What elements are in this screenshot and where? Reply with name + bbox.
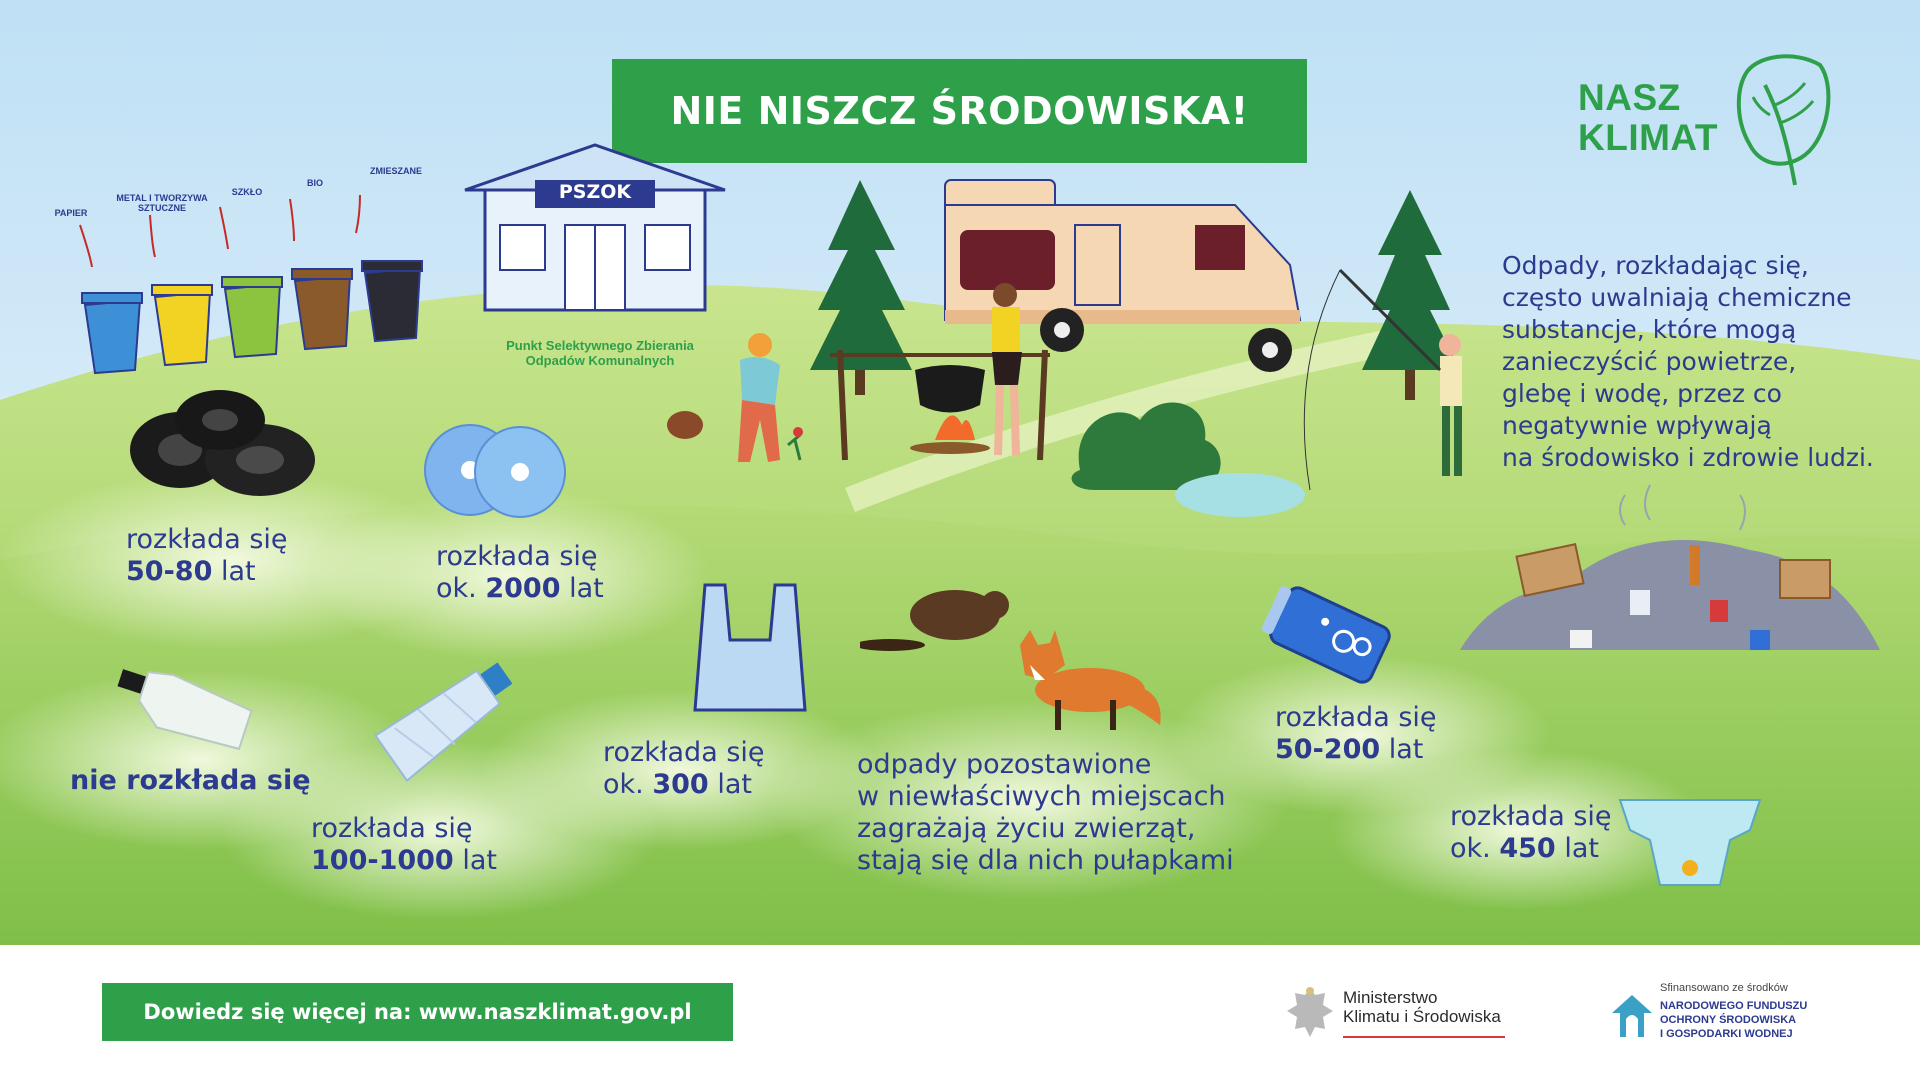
animals-caption (857, 749, 1234, 877)
diaper-prefix: ok. (1450, 833, 1491, 864)
cds-illustration (420, 420, 570, 520)
pet-unit: lat (462, 845, 497, 876)
animals-line: w niewłaściwych miejscach (857, 781, 1226, 812)
bin-label-glass: SZKŁO (231, 187, 263, 197)
info-line: negatywnie wpływają (1502, 411, 1772, 440)
pet-bottle-caption (311, 813, 497, 877)
eagle-emblem-icon (1285, 983, 1335, 1041)
tires-caption (126, 524, 288, 588)
pine-tree-left (810, 180, 912, 395)
bins-illustration (70, 195, 430, 375)
diaper-unit: lat (1564, 833, 1599, 864)
page-title: NIE NISZCZ ŚRODOWISKA! (670, 89, 1249, 133)
plastic-bag-caption (603, 737, 765, 801)
cta-banner[interactable] (102, 983, 733, 1041)
can-value: 50-200 (1275, 734, 1381, 765)
diaper-value: 450 (1499, 833, 1556, 864)
glass-caption: nie rozkłada się (70, 765, 311, 796)
person-picking (667, 333, 803, 462)
pszok-sign: PSZOK (558, 181, 632, 203)
pond (1175, 473, 1305, 517)
cds-prefix: ok. (436, 573, 477, 604)
fund-line1: NARODOWEGO FUNDUSZU (1660, 1000, 1808, 1012)
diaper-line1: rozkłada się (1450, 801, 1612, 832)
info-line: glebę i wodę, przez co (1502, 379, 1782, 408)
can-line1: rozkłada się (1275, 702, 1437, 733)
ministry-line1: Ministerstwo (1343, 988, 1438, 1007)
bag-line1: rozkłada się (603, 737, 765, 768)
animals-illustration (860, 585, 1170, 735)
can-caption (1275, 702, 1437, 766)
fox-icon (1020, 630, 1161, 730)
fund-line3: I GOSPODARKI WODNEJ (1660, 1028, 1793, 1040)
cds-line1: rozkłada się (436, 541, 598, 572)
person-cooking (992, 283, 1022, 455)
pet-value: 100-1000 (311, 845, 454, 876)
arrow-icon (80, 225, 92, 267)
glass-bottle-illustration (105, 655, 265, 755)
fund-small-text: Sfinansowano ze środków (1660, 982, 1788, 994)
bin-label-metal: METAL I TWORZYWA SZTUCZNE (116, 193, 208, 213)
pszok-caption-line1: Punkt Selektywnego Zbierania (506, 338, 694, 353)
can-illustration (1260, 580, 1400, 690)
tires-value: 50-80 (126, 556, 213, 587)
info-line: Odpady, rozkładając się, (1502, 251, 1809, 280)
pet-line1: rozkłada się (311, 813, 473, 844)
beaver-icon (860, 590, 1009, 651)
info-line: substancje, które mogą (1502, 315, 1797, 344)
info-paragraph (1502, 250, 1902, 474)
info-line: na środowisko i zdrowie ludzi. (1502, 443, 1874, 472)
ministry-line2: Klimatu i Środowiska (1343, 1007, 1501, 1026)
diaper-caption (1450, 801, 1612, 865)
tires-illustration (120, 380, 330, 500)
trash-pile-illustration (1450, 480, 1890, 690)
plastic-bag-illustration (690, 580, 810, 720)
bag-value: 300 (652, 769, 709, 800)
logo-line1: NASZ (1578, 77, 1681, 118)
fund-name (1660, 999, 1807, 1041)
bin-label-paper: PAPIER (54, 208, 88, 218)
ministry-name (1343, 988, 1501, 1026)
arrow-icon (150, 215, 155, 257)
cds-value: 2000 (485, 573, 561, 604)
info-line: zanieczyścić powietrze, (1502, 347, 1797, 376)
leaf-icon (1725, 45, 1845, 195)
cds-caption (436, 541, 604, 605)
pet-bottle-illustration (360, 645, 540, 795)
ministry-underline (1343, 1036, 1505, 1038)
cta-link[interactable]: Dowiedz się więcej na: www.naszklimat.gov.pl (143, 1000, 692, 1024)
cds-unit: lat (569, 573, 604, 604)
animals-line: odpady pozostawione (857, 749, 1152, 780)
info-line: często uwalniają chemiczne (1502, 283, 1852, 312)
bin-label-mixed: ZMIESZANE (369, 166, 422, 176)
bush (1072, 403, 1221, 490)
animals-line: zagrażają życiu zwierząt, (857, 813, 1196, 844)
tires-unit: lat (220, 556, 256, 587)
nasz-klimat-logo (1578, 78, 1718, 158)
tires-line1: rozkłada się (126, 524, 288, 555)
can-unit: lat (1388, 734, 1424, 765)
bag-unit: lat (717, 769, 752, 800)
animals-line: stają się dla nich pułapkami (857, 845, 1234, 876)
bag-prefix: ok. (603, 769, 644, 800)
pszok-caption-line2: Odpadów Komunalnych (525, 353, 675, 368)
bin-label-bio: BIO (306, 178, 323, 188)
campsite-illustration (650, 170, 1530, 530)
logo-line2: KLIMAT (1578, 117, 1718, 158)
fund-logo-icon (1610, 993, 1654, 1039)
diaper-illustration (1610, 790, 1770, 900)
fund-line2: OCHRONY ŚRODOWISKA (1660, 1014, 1797, 1026)
